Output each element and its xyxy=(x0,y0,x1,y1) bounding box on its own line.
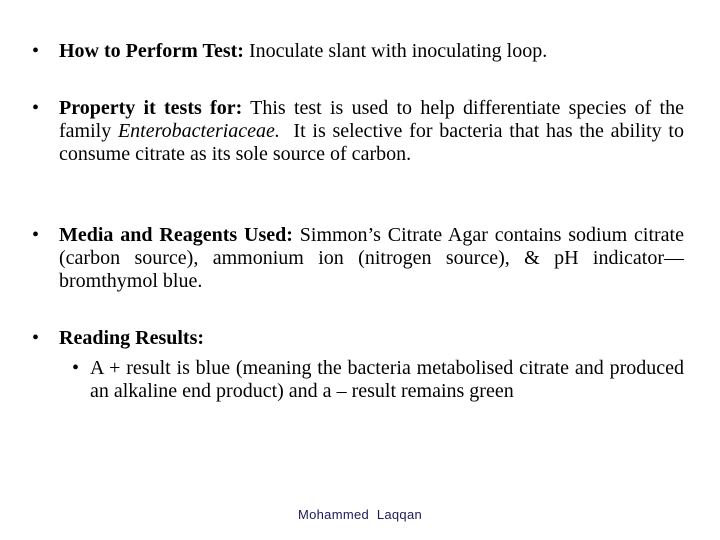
sub-bullet-dot: • xyxy=(72,357,80,379)
bullet-label: Property it tests for: xyxy=(59,97,243,119)
bullet-label: Media and Reagents Used: xyxy=(59,224,293,246)
footer-author: Mohammed Laqqan xyxy=(297,507,423,522)
bullet-dot: • xyxy=(32,224,40,246)
bullet-media-reagents xyxy=(32,224,684,293)
bullet-dot: • xyxy=(32,327,40,349)
bullet-text: This test is used to help differentiate species of the family xyxy=(59,97,684,142)
bullet-dot: • xyxy=(32,97,40,119)
sub-bullet-body: A + result is blue (meaning the bacteria metabolised citrate and produced an alkaline end product) and a – result remains green xyxy=(90,357,684,402)
bullet-body xyxy=(59,224,684,293)
bullet-body xyxy=(59,327,684,350)
bullet-text: Inoculate slant with inoculating loop. xyxy=(243,40,548,62)
bullet-dot: • xyxy=(32,40,40,62)
sub-bullet-result xyxy=(72,357,684,403)
bullet-italic-term: Enterobacteriaceae. xyxy=(117,120,280,142)
bullet-text-continued: It is selective for bacteria that has the ability to consume citrate as its sole source of carbon. xyxy=(59,120,689,165)
bullet-body xyxy=(59,97,689,166)
bullet-how-to-perform xyxy=(32,40,684,63)
bullet-text: Simmon’s Citrate Agar contains sodium citrate (carbon source), ammonium ion (nitrogen source), & pH indicator—bromthymol blue. xyxy=(59,224,684,292)
bullet-property-tested xyxy=(32,97,689,166)
bullet-body xyxy=(59,40,684,63)
bullet-label: How to Perform Test: xyxy=(59,40,244,62)
bullet-reading-results xyxy=(32,327,684,350)
bullet-label: Reading Results: xyxy=(59,327,205,349)
